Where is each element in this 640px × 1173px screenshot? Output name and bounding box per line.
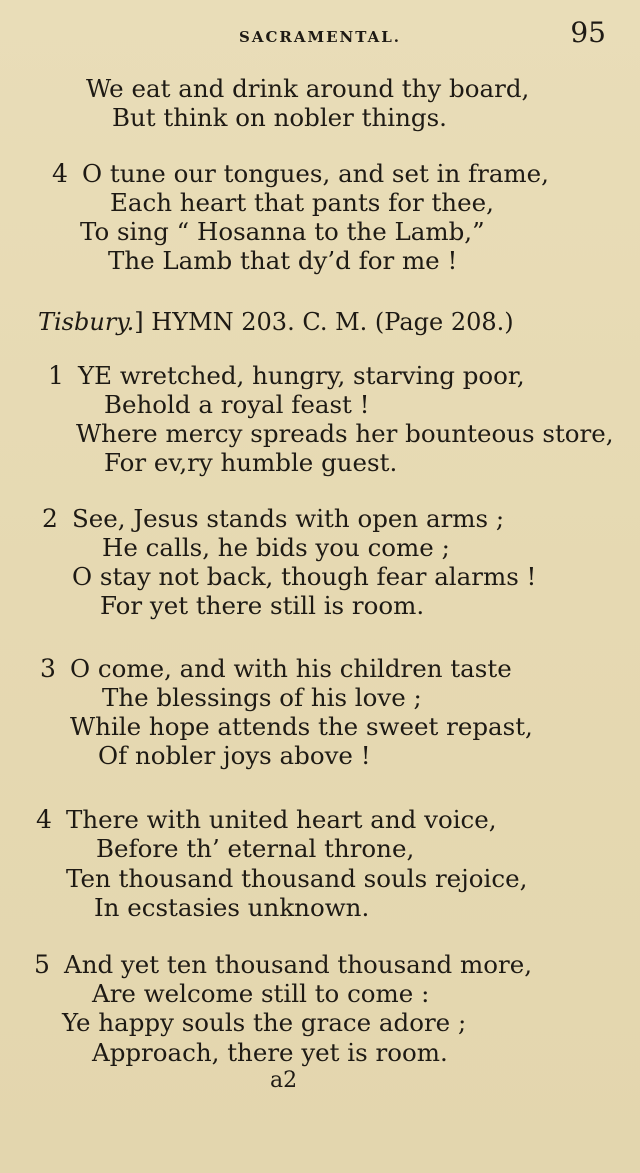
signature-mark: a2 [270, 1068, 298, 1093]
stanza-number: 4 [36, 805, 52, 834]
verse-line: He calls, he bids you come ; [102, 533, 450, 562]
verse-line: Are welcome still to come : [92, 979, 430, 1008]
verse-line: In ecstasies unknown. [94, 893, 370, 922]
verse-line: O tune our tongues, and set in frame, [82, 159, 549, 188]
verse-line: Behold a royal feast ! [104, 390, 370, 419]
verse-line: O stay not back, though fear alarms ! [72, 562, 537, 591]
verse-line: We eat and drink around thy board, [86, 74, 530, 103]
verse-line: There with united heart and voice, [66, 805, 497, 834]
stanza-number: 4 [52, 159, 68, 188]
hymn-heading [38, 308, 514, 336]
verse-line: To sing “ Hosanna to the Lamb,” [80, 217, 485, 246]
verse-line: YE wretched, hungry, starving poor, [78, 361, 525, 390]
verse-line: Of nobler joys above ! [98, 741, 371, 770]
verse-line: Where mercy spreads her bounteous store, [76, 419, 614, 448]
verse-line: But think on nobler things. [112, 103, 447, 132]
verse-line: For yet there still is room. [100, 591, 425, 620]
verse-line: See, Jesus stands with open arms ; [72, 504, 505, 533]
running-header: SACRAMENTAL. [238, 28, 401, 46]
verse-line: The Lamb that dy’d for me ! [108, 246, 458, 275]
stanza-number: 3 [40, 654, 56, 683]
stanza-number: 5 [34, 950, 50, 979]
verse-line: And yet ten thousand thousand more, [64, 950, 532, 979]
page-number: 95 [570, 16, 606, 49]
stanza-number: 1 [48, 361, 64, 390]
verse-line: While hope attends the sweet repast, [70, 712, 533, 741]
verse-line: Before th’ eternal throne, [96, 834, 415, 863]
stanza-number: 2 [42, 504, 58, 533]
verse-line: For ev,ry humble guest. [104, 448, 398, 477]
verse-line: O come, and with his children taste [70, 654, 512, 683]
verse-line: Ten thousand thousand souls rejoice, [66, 864, 528, 893]
verse-line: Ye happy souls the grace adore ; [62, 1008, 467, 1037]
verse-line: The blessings of his love ; [102, 683, 422, 712]
hymn-title: ] HYMN 203. C. M. (Page 208.) [134, 308, 514, 336]
verse-line: Each heart that pants for thee, [110, 188, 494, 217]
verse-line: Approach, there yet is room. [92, 1038, 448, 1067]
tune-name: Tisbury. [38, 308, 135, 336]
